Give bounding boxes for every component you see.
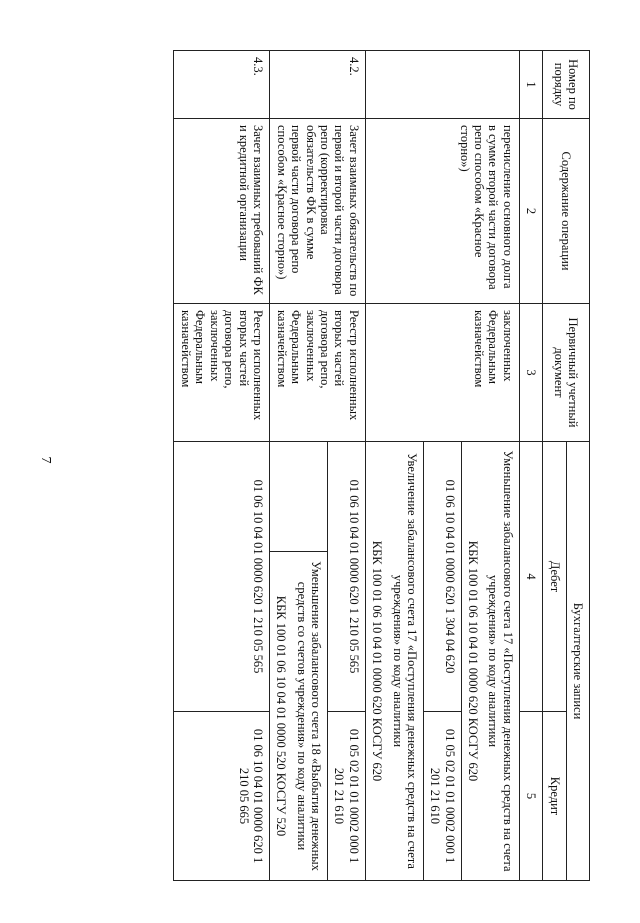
offbalance-text: Увеличение забалансового счета 17 «Поступления денежных средств на счета учреждения» по коду аналитики xyxy=(390,453,419,869)
debit-entry: 01 06 10 04 01 0000 620 1 210 05 565 xyxy=(328,442,366,712)
table-row xyxy=(174,51,270,881)
debit-entry: 01 06 10 04 01 0000 620 1 304 04 620 xyxy=(424,442,462,712)
row-number: 4.3. xyxy=(174,51,270,119)
column-number: 1 xyxy=(519,51,542,119)
offbalance-entry xyxy=(270,552,328,881)
column-number: 5 xyxy=(519,712,542,881)
column-number: 2 xyxy=(519,119,542,304)
header-row xyxy=(566,51,589,881)
column-number: 3 xyxy=(519,304,542,442)
table-row xyxy=(461,51,519,881)
operation-content: Зачет взаимных требований ФК и кредитной организации xyxy=(174,119,270,304)
offbalance-text: Уменьшение забалансового счета 17 «Поступления денежных средств на счета учреждения» по коду аналитики xyxy=(486,450,515,872)
empty-cell xyxy=(270,442,328,552)
header-credit: Кредит xyxy=(543,712,566,881)
header-primary-document: Первичный учетный документ xyxy=(543,304,590,442)
offbalance-kbk: КБК 100 01 06 10 04 01 0000 520 КОСГУ 520 xyxy=(274,595,289,837)
primary-document: заключенных Федеральным казначейством xyxy=(365,304,519,442)
accounting-entries-table xyxy=(173,50,590,881)
column-number-row xyxy=(519,51,542,881)
credit-entry: 01 05 02 01 01 0002 000 1 201 21 610 xyxy=(424,712,462,881)
primary-document: Реестр исполненных вторых частей договора репо, заключенных Федеральным казначейством xyxy=(174,304,270,442)
offbalance-kbk: КБК 100 01 06 10 04 01 0000 620 КОСГУ 620 xyxy=(370,540,385,782)
column-number: 4 xyxy=(519,442,542,712)
page-number: 7 xyxy=(38,456,53,464)
operation-content: перечисление основного долга в сумме второй части договора репо способом «Красное сторно») xyxy=(365,119,519,304)
rotated-page-content xyxy=(70,50,590,880)
row-number: 4.2. xyxy=(270,51,366,119)
offbalance-entry xyxy=(365,442,423,881)
row-number xyxy=(365,51,519,119)
credit-entry: 01 06 10 04 01 0000 620 1 210 05 665 xyxy=(174,712,270,881)
header-row-number: Номер по порядку xyxy=(543,51,590,119)
table-row xyxy=(328,51,366,881)
offbalance-text: Уменьшение забалансового счета 18 «Выбытия денежных средств со счетов учреждения» по коду аналитики xyxy=(294,561,324,871)
operation-content: Зачет взаимных обязательств по первой и второй части договора репо (корректировка обязательств ФК в сумме первой части договора репо способом «Красное сторно») xyxy=(270,119,366,304)
header-debit: Дебет xyxy=(543,442,566,712)
primary-document: Реестр исполненных вторых частей договора репо, заключенных Федеральным казначейством xyxy=(270,304,366,442)
header-operation-content: Содержание операции xyxy=(543,119,590,304)
credit-entry: 01 05 02 01 01 0002 000 1 201 21 610 xyxy=(328,712,366,881)
offbalance-kbk: КБК 100 01 06 10 04 01 0000 620 КОСГУ 620 xyxy=(466,540,481,782)
offbalance-entry xyxy=(461,442,519,881)
header-accounting-entries: Бухгалтерские записи xyxy=(566,442,589,881)
debit-entry: 01 06 10 04 01 0000 620 1 210 05 565 xyxy=(174,442,270,712)
